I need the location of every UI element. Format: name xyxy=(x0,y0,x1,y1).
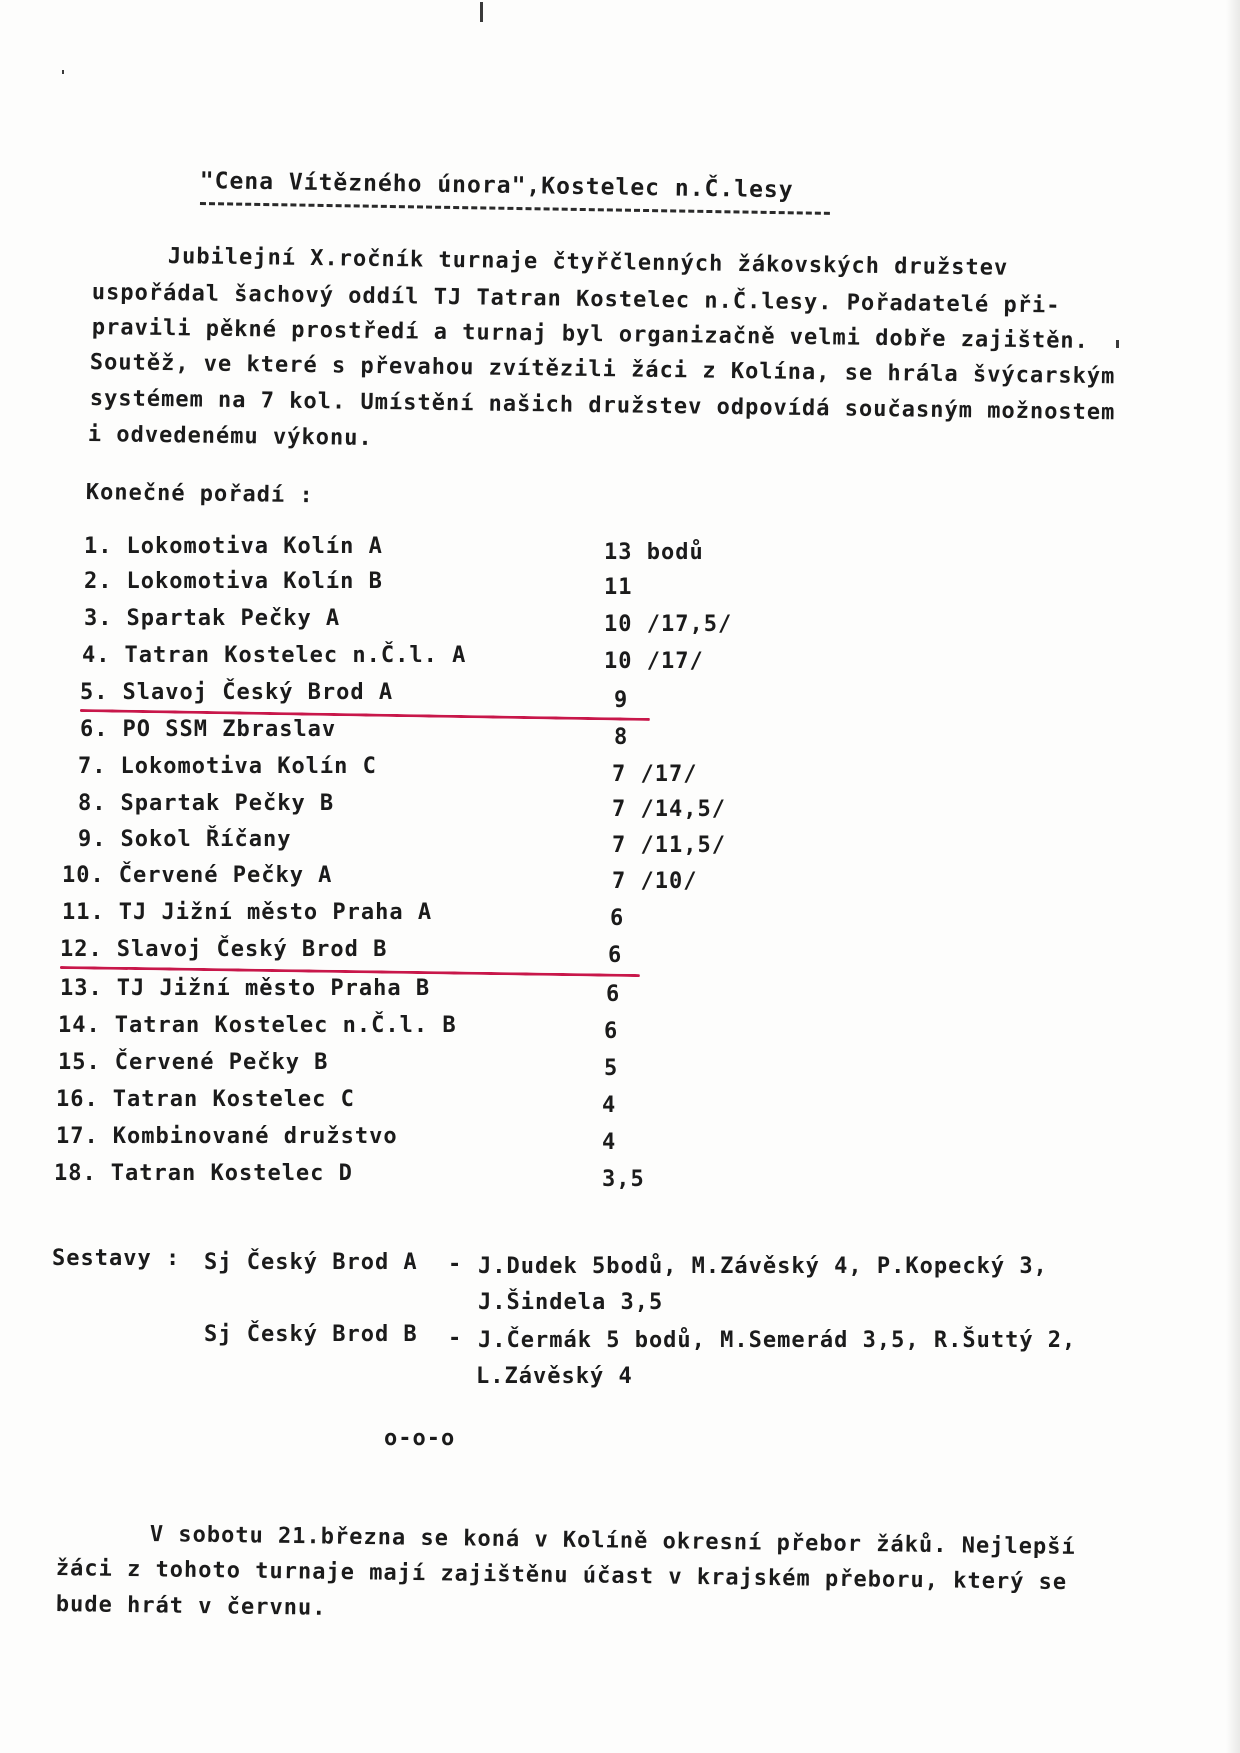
article-title: "Cena Vítězného února",Kostelec n.Č.lesy xyxy=(199,168,794,204)
rank-number: 10. xyxy=(62,863,105,888)
standings-row xyxy=(80,680,629,713)
standings-row xyxy=(84,534,704,565)
rank-number: 8. xyxy=(78,791,107,816)
standings-row xyxy=(60,937,623,968)
team-name: Tatran Kostelec C xyxy=(112,1087,355,1112)
rank-number: 13. xyxy=(60,976,103,1001)
team-points: 10 /17/ xyxy=(604,649,704,674)
section-separator: o-o-o xyxy=(384,1426,456,1451)
team-points: 4 xyxy=(602,1130,617,1155)
team-name: Lokomotiva Kolín C xyxy=(120,754,377,779)
standings-row xyxy=(82,643,704,674)
team-points: 6 xyxy=(604,1019,619,1044)
team-points: 7 /17/ xyxy=(612,762,698,787)
team-name: Tatran Kostelec n.Č.l. B xyxy=(114,1013,457,1038)
rank-number: 17. xyxy=(56,1124,99,1149)
team-points: 7 /11,5/ xyxy=(612,833,726,858)
team-name: TJ Jižní město Praha B xyxy=(116,976,431,1001)
lineup-team-a-players: J.Dudek 5bodů, M.Závěský 4, P.Kopecký 3, xyxy=(478,1254,1048,1279)
rank-number: 9. xyxy=(78,827,107,852)
closing-line: V sobotu 21.března se koná v Kolíně okresní přebor žáků. Nejlepší xyxy=(149,1522,1076,1560)
team-points: 4 xyxy=(602,1093,617,1118)
team-name: PO SSM Zbraslav xyxy=(122,717,337,742)
closing-line: bude hrát v červnu. xyxy=(55,1592,327,1621)
standings-row xyxy=(84,569,633,600)
rank-number: 5. xyxy=(80,680,109,705)
standings-row xyxy=(84,606,733,637)
rank-number: 14. xyxy=(58,1013,101,1038)
intro-line: uspořádal šachový oddíl TJ Tatran Kostelec n.Č.lesy. Pořadatelé při- xyxy=(91,280,1061,319)
lineup-team-a-players-cont: J.Šindela 3,5 xyxy=(478,1290,664,1315)
lineup-dash: - xyxy=(448,1326,463,1351)
scan-speck xyxy=(62,70,64,74)
intro-line: i odvedenému výkonu. xyxy=(87,422,373,451)
rank-number: 12. xyxy=(60,937,103,962)
standings-row xyxy=(54,1161,645,1192)
lineup-team-a: Sj Český Brod A xyxy=(204,1250,418,1275)
standings-row xyxy=(56,1087,617,1118)
intro-line: systémem na 7 kol. Umístění našich družstev odpovídá současným možnostem xyxy=(89,386,1116,426)
team-name: Červené Pečky A xyxy=(118,863,333,888)
team-points: 11 xyxy=(604,575,633,600)
team-points: 6 xyxy=(606,982,621,1007)
standings-row xyxy=(78,791,726,822)
rank-number: 6. xyxy=(80,717,109,742)
team-points: 7 /14,5/ xyxy=(612,797,726,822)
intro-line: Soutěž, ve které s převahou zvítězili žáci z Kolína, se hrála švýcarským xyxy=(89,350,1116,390)
standings-row xyxy=(80,717,629,750)
team-name: Spartak Pečky B xyxy=(120,791,335,816)
team-name: Tatran Kostelec D xyxy=(110,1161,353,1186)
scan-speck xyxy=(480,2,483,22)
team-points: 7 /10/ xyxy=(612,869,698,894)
rank-number: 16. xyxy=(56,1087,99,1112)
team-name: Lokomotiva Kolín A xyxy=(126,534,383,559)
standings-row xyxy=(62,863,698,894)
title-underline xyxy=(200,202,830,215)
lineup-team-b-players: J.Čermák 5 bodů, M.Semerád 3,5, R.Šuttý 2, xyxy=(478,1328,1077,1353)
rank-number: 4. xyxy=(82,643,111,668)
standings-row xyxy=(78,754,698,787)
standings-row xyxy=(78,827,726,858)
rank-number: 2. xyxy=(84,569,113,594)
lineup-team-b: Sj Český Brod B xyxy=(204,1322,418,1347)
team-points: 6 xyxy=(608,943,623,968)
rank-number: 1. xyxy=(84,534,113,559)
rank-number: 3. xyxy=(84,606,113,631)
standings-row xyxy=(58,1050,619,1081)
standings-row xyxy=(60,976,621,1007)
team-points: 5 xyxy=(604,1056,619,1081)
closing-line: žáci z tohoto turnaje mají zajištěnu účast v krajském přeboru, který se xyxy=(55,1556,1068,1596)
team-name: Lokomotiva Kolín B xyxy=(126,569,383,594)
rank-number: 18. xyxy=(54,1161,97,1186)
team-points: 6 xyxy=(610,906,625,931)
team-name: Slavoj Český Brod B xyxy=(116,937,388,962)
intro-line: pravili pěkné prostředí a turnaj byl organizačně velmi dobře zajištěn. xyxy=(91,315,1090,354)
team-points: 8 xyxy=(614,725,629,750)
team-name: Tatran Kostelec n.Č.l. A xyxy=(124,643,467,668)
lineup-dash: - xyxy=(448,1252,463,1277)
team-name: Červené Pečky B xyxy=(114,1050,329,1075)
standings-row xyxy=(58,1013,619,1044)
team-points: 10 /17,5/ xyxy=(604,612,733,637)
standings-row xyxy=(56,1124,617,1155)
team-points: 3,5 xyxy=(602,1167,645,1192)
lineup-team-b-players-cont: L.Závěský 4 xyxy=(476,1364,633,1389)
paper-edge-shadow xyxy=(1226,0,1240,1753)
rank-number: 15. xyxy=(58,1050,101,1075)
team-name: Sokol Říčany xyxy=(120,827,292,852)
standings-heading: Konečné pořadí : xyxy=(85,480,314,509)
rank-number: 11. xyxy=(62,900,105,925)
standings-row xyxy=(62,900,625,931)
team-name: Kombinované družstvo xyxy=(112,1124,398,1149)
rank-number: 7. xyxy=(78,754,107,779)
team-name: TJ Jižní město Praha A xyxy=(118,900,433,925)
intro-line: Jubilejní X.ročník turnaje čtyřčlenných žákovských družstev xyxy=(167,244,1009,281)
scan-speck xyxy=(1116,340,1119,348)
team-name: Slavoj Český Brod A xyxy=(122,680,394,705)
team-points: 9 xyxy=(614,688,629,713)
team-name: Spartak Pečky A xyxy=(126,606,341,631)
team-points: 13 bodů xyxy=(604,540,704,565)
lineups-label: Sestavy : xyxy=(52,1246,181,1271)
